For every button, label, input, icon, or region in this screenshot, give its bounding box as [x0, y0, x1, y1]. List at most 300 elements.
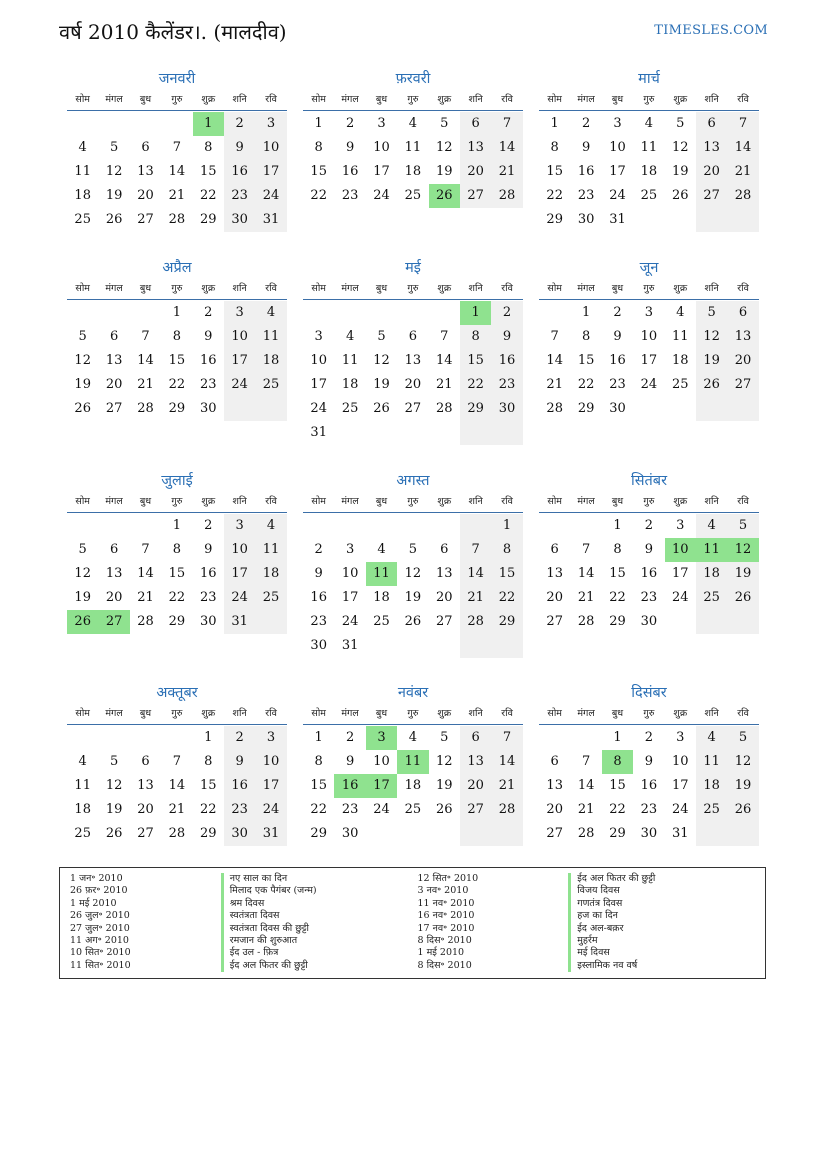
day-cell: 20	[460, 774, 491, 798]
week-row	[67, 726, 287, 750]
month-block	[303, 682, 523, 846]
day-cell: 27	[105, 401, 123, 416]
day-cell: 4	[408, 116, 417, 131]
day-cell: 10	[310, 353, 327, 368]
month-block	[303, 257, 523, 445]
day-cell: 9	[224, 750, 255, 774]
day-cell: 16	[577, 164, 595, 179]
weekday-label: सोम	[547, 94, 562, 105]
day-cell: 8	[314, 140, 323, 155]
weekday-label: रवि	[501, 283, 513, 294]
week-row	[539, 586, 759, 610]
weekday-label: बुध	[611, 496, 624, 507]
weekday-label: बुध	[611, 94, 624, 105]
empty-cell	[570, 514, 601, 538]
day-cell: 15	[546, 164, 563, 179]
day-cell: 12	[671, 140, 689, 155]
month-name: अक्तूबर	[156, 685, 198, 701]
weekday-label: सोम	[311, 283, 326, 294]
day-cell: 10	[671, 754, 689, 769]
day-cell: 23	[310, 614, 327, 629]
weekday-label: मंगल	[341, 283, 359, 294]
day-cell: 18	[74, 188, 91, 203]
week-row	[303, 726, 523, 750]
empty-cell	[255, 397, 286, 421]
weekday-label: बुध	[611, 283, 624, 294]
weekday-label: गुरु	[171, 708, 183, 719]
day-cell: 21	[546, 377, 563, 392]
weekday-label: गुरु	[643, 496, 655, 507]
legend-dates-right	[418, 873, 569, 978]
day-cell: 30	[491, 397, 522, 421]
day-cell: 14	[727, 136, 758, 160]
weekday-label: शनि	[232, 708, 247, 719]
week-row	[303, 373, 523, 397]
weekday-label: गुरु	[407, 708, 419, 719]
holiday-day-cell: 1	[460, 301, 491, 325]
day-cell: 7	[172, 754, 181, 769]
empty-cell	[429, 301, 460, 325]
weekday-label: रवि	[737, 708, 749, 719]
day-cell: 13	[137, 164, 154, 179]
week-row	[539, 184, 759, 208]
day-cell: 18	[696, 774, 727, 798]
weekday-label: मंगल	[105, 496, 123, 507]
day-cell: 8	[172, 329, 181, 344]
weekday-label: मंगल	[105, 708, 123, 719]
day-cell: 30	[224, 822, 255, 846]
month-block	[303, 470, 523, 658]
day-cell: 9	[345, 754, 355, 769]
day-cell: 24	[255, 184, 286, 208]
week-row	[303, 421, 523, 445]
weekday-label: शनि	[232, 496, 247, 507]
day-cell: 27	[460, 798, 491, 822]
day-cell: 14	[435, 353, 453, 368]
day-cell: 5	[408, 542, 417, 557]
empty-cell	[665, 397, 696, 421]
day-cell: 6	[141, 754, 150, 769]
day-cell: 9	[314, 566, 323, 581]
legend-date: 16 नव॰ 2010	[417, 910, 475, 922]
week-row	[303, 562, 523, 586]
month-name: नवंबर	[397, 685, 429, 701]
day-cell: 1	[613, 730, 622, 745]
day-cell: 14	[168, 164, 186, 179]
weekday-label: शनि	[232, 94, 247, 105]
week-row	[303, 750, 523, 774]
empty-cell	[98, 514, 129, 538]
day-cell: 1	[172, 518, 181, 533]
day-cell: 3	[255, 726, 286, 750]
week-row	[303, 798, 523, 822]
empty-cell	[460, 634, 491, 658]
month-block	[539, 682, 759, 846]
week-row	[539, 208, 759, 232]
empty-cell	[98, 726, 129, 750]
day-cell: 28	[546, 401, 563, 416]
day-cell: 14	[577, 778, 595, 793]
day-cell: 15	[491, 562, 522, 586]
day-cell: 12	[105, 778, 123, 793]
day-cell: 30	[310, 638, 327, 653]
day-cell: 1	[314, 730, 323, 745]
day-cell: 31	[310, 425, 327, 440]
legend-holiday-name: स्वतंत्रता दिवस की छुट्टी	[221, 923, 412, 935]
day-cell: 7	[550, 329, 559, 344]
day-cell: 9	[345, 140, 355, 155]
weekday-header	[67, 704, 287, 725]
weekday-label: शुक्र	[201, 283, 216, 294]
week-row	[67, 208, 287, 232]
site-link[interactable]: TIMESLES.COM	[654, 23, 768, 38]
day-cell: 29	[310, 826, 327, 841]
day-cell: 11	[671, 329, 689, 344]
day-cell: 7	[491, 112, 522, 136]
legend-holiday-name: स्वतंत्रता दिवस	[221, 910, 412, 922]
day-cell: 19	[105, 188, 123, 203]
day-cell: 3	[676, 518, 685, 533]
day-cell: 25	[255, 373, 286, 397]
empty-cell	[460, 421, 491, 445]
day-cell: 14	[137, 353, 154, 368]
day-cell: 11	[74, 778, 91, 793]
weekday-label: मंगल	[105, 283, 123, 294]
day-cell: 19	[74, 590, 91, 605]
week-row	[539, 726, 759, 750]
day-cell: 17	[671, 778, 689, 793]
holiday-day-cell: 27	[98, 610, 129, 634]
day-cell: 27	[727, 373, 758, 397]
day-cell: 18	[373, 590, 390, 605]
day-cell: 14	[168, 778, 186, 793]
day-cell: 21	[435, 377, 453, 392]
day-cell: 20	[105, 377, 123, 392]
weekday-label: मंगल	[105, 94, 123, 105]
week-row	[539, 538, 759, 562]
day-cell: 29	[577, 401, 595, 416]
month-block	[539, 470, 759, 634]
day-cell: 28	[577, 614, 595, 629]
day-cell: 16	[199, 566, 217, 581]
weekday-label: बुध	[375, 496, 388, 507]
legend-holiday-name: मई दिवस	[568, 947, 759, 959]
weekday-label: शनि	[468, 94, 483, 105]
week-row	[67, 325, 287, 349]
day-cell: 27	[546, 614, 563, 629]
day-cell: 26	[373, 401, 390, 416]
day-cell: 7	[460, 538, 491, 562]
day-cell: 1	[581, 305, 591, 320]
week-row	[303, 136, 523, 160]
day-cell: 18	[74, 802, 91, 817]
weekday-label: रवि	[265, 94, 277, 105]
week-row	[67, 586, 287, 610]
day-cell: 27	[460, 184, 491, 208]
week-row	[539, 112, 759, 136]
day-cell: 9	[204, 542, 213, 557]
day-cell: 3	[224, 514, 255, 538]
day-cell: 5	[727, 514, 758, 538]
day-cell: 24	[255, 798, 286, 822]
day-cell: 9	[204, 329, 213, 344]
day-cell: 13	[727, 325, 758, 349]
empty-cell	[429, 514, 460, 538]
week-row	[67, 774, 287, 798]
day-cell: 17	[224, 562, 255, 586]
day-cell: 7	[440, 329, 449, 344]
day-cell: 10	[609, 140, 626, 155]
day-cell: 12	[404, 566, 422, 581]
day-cell: 20	[137, 188, 154, 203]
day-cell: 4	[644, 116, 653, 131]
legend-holiday-name: हज का दिन	[568, 910, 759, 922]
empty-cell	[130, 112, 161, 136]
day-cell: 4	[408, 730, 417, 745]
empty-cell	[366, 514, 397, 538]
weekday-label: गुरु	[407, 496, 419, 507]
week-row	[539, 349, 759, 373]
day-cell: 10	[640, 329, 658, 344]
day-cell: 19	[696, 349, 727, 373]
day-cell: 5	[440, 116, 449, 131]
day-cell: 6	[460, 112, 491, 136]
week-row	[539, 822, 759, 846]
day-cell: 25	[696, 586, 727, 610]
day-cell: 8	[613, 542, 622, 557]
day-cell: 18	[404, 778, 422, 793]
holiday-day-cell: 26	[67, 610, 98, 634]
legend-date: 11 अग॰ 2010	[70, 934, 129, 946]
day-cell: 31	[341, 638, 359, 653]
day-cell: 26	[671, 188, 689, 203]
weekday-header	[67, 279, 287, 300]
day-cell: 16	[199, 353, 217, 368]
day-cell: 20	[435, 590, 453, 605]
week-row	[539, 373, 759, 397]
day-cell: 11	[74, 164, 91, 179]
day-cell: 28	[137, 614, 154, 629]
day-cell: 15	[577, 353, 595, 368]
weekday-label: गुरु	[171, 283, 183, 294]
empty-cell	[130, 301, 161, 325]
day-cell: 12	[727, 750, 758, 774]
week-row	[67, 112, 287, 136]
empty-cell	[696, 397, 727, 421]
day-cell: 6	[550, 754, 559, 769]
legend-holiday-name: मिलाद एक पैगंबर (जन्म)	[221, 885, 412, 897]
month-name: मार्च	[638, 71, 660, 87]
day-cell: 21	[727, 160, 758, 184]
weekday-label: रवि	[501, 496, 513, 507]
day-cell: 3	[676, 730, 685, 745]
day-cell: 19	[727, 774, 758, 798]
weekday-label: बुध	[139, 283, 152, 294]
day-cell: 22	[199, 802, 217, 817]
week-row	[539, 798, 759, 822]
legend-holiday-name: रमजान की शुरुआत	[221, 935, 412, 947]
day-cell: 24	[671, 802, 689, 817]
day-cell: 25	[74, 212, 91, 227]
day-cell: 21	[137, 590, 154, 605]
day-cell: 21	[577, 590, 595, 605]
day-cell: 29	[491, 610, 522, 634]
empty-cell	[460, 514, 491, 538]
day-cell: 13	[435, 566, 453, 581]
day-cell: 1	[491, 514, 522, 538]
weekday-label: शुक्र	[673, 496, 688, 507]
day-cell: 19	[727, 562, 758, 586]
legend-holiday-name: गणतंत्र दिवस	[568, 898, 759, 910]
week-row	[539, 774, 759, 798]
weekday-label: बुध	[139, 708, 152, 719]
day-cell: 2	[491, 301, 522, 325]
day-cell: 8	[172, 542, 181, 557]
day-cell: 5	[377, 329, 386, 344]
month-name: अप्रैल	[162, 260, 192, 276]
day-cell: 31	[224, 610, 255, 634]
day-cell: 4	[696, 726, 727, 750]
day-cell: 25	[341, 401, 359, 416]
week-row	[67, 301, 287, 325]
week-row	[539, 750, 759, 774]
week-row	[303, 325, 523, 349]
day-cell: 29	[546, 212, 563, 227]
holiday-day-cell: 3	[366, 726, 397, 750]
day-cell: 7	[491, 726, 522, 750]
day-cell: 30	[224, 208, 255, 232]
weekday-label: मंगल	[577, 496, 595, 507]
day-cell: 2	[224, 112, 255, 136]
day-cell: 13	[105, 566, 123, 581]
weekday-label: रवि	[265, 708, 277, 719]
day-cell: 11	[255, 538, 286, 562]
empty-cell	[570, 726, 601, 750]
weekday-header	[303, 279, 523, 300]
day-cell: 21	[577, 802, 595, 817]
day-cell: 25	[404, 802, 422, 817]
day-cell: 15	[168, 566, 186, 581]
weekday-label: शुक्र	[437, 94, 452, 105]
legend-holiday-name: ईद उल - फ़ित्र	[221, 947, 412, 959]
day-cell: 17	[640, 353, 658, 368]
day-cell: 20	[727, 349, 758, 373]
day-cell: 28	[460, 610, 491, 634]
empty-cell	[696, 822, 727, 846]
empty-cell	[67, 112, 98, 136]
day-cell: 11	[255, 325, 286, 349]
weekday-header	[303, 492, 523, 513]
holiday-day-cell: 8	[602, 750, 633, 774]
day-cell: 19	[671, 164, 689, 179]
day-cell: 27	[696, 184, 727, 208]
empty-cell	[727, 822, 758, 846]
holiday-day-cell: 11	[366, 562, 397, 586]
weekday-label: बुध	[375, 708, 388, 719]
holiday-legend	[59, 867, 766, 979]
empty-cell	[334, 301, 365, 325]
legend-date: 8 दिस॰ 2010	[417, 934, 472, 946]
empty-cell	[366, 421, 397, 445]
day-cell: 23	[224, 798, 255, 822]
empty-cell	[633, 397, 664, 421]
weekday-label: सोम	[75, 496, 90, 507]
empty-cell	[67, 301, 98, 325]
weekday-label: रवि	[265, 283, 277, 294]
day-cell: 16	[341, 164, 359, 179]
holiday-day-cell: 10	[665, 538, 696, 562]
day-cell: 4	[78, 754, 87, 769]
day-cell: 31	[255, 822, 286, 846]
day-cell: 17	[310, 377, 327, 392]
weekday-header	[67, 492, 287, 513]
day-cell: 13	[546, 778, 563, 793]
empty-cell	[397, 514, 428, 538]
day-cell: 28	[168, 212, 186, 227]
day-cell: 15	[168, 353, 186, 368]
day-cell: 5	[109, 140, 119, 155]
weekday-label: बुध	[139, 496, 152, 507]
empty-cell	[161, 112, 192, 136]
day-cell: 22	[460, 373, 491, 397]
day-cell: 21	[137, 377, 154, 392]
page-title: वर्ष 2010 कैलेंडर।. (मालदीव)	[59, 20, 287, 44]
empty-cell	[67, 726, 98, 750]
day-cell: 2	[204, 305, 213, 320]
legend-holiday-name: ईद अल फितर की छुट्टी	[568, 873, 759, 885]
weekday-label: शनि	[704, 708, 719, 719]
empty-cell	[334, 514, 365, 538]
day-cell: 16	[224, 774, 255, 798]
day-cell: 14	[546, 353, 563, 368]
day-cell: 29	[609, 826, 626, 841]
weekday-label: शुक्र	[673, 708, 688, 719]
day-cell: 15	[609, 566, 626, 581]
weekday-label: शुक्र	[201, 496, 216, 507]
weekday-label: बुध	[139, 94, 152, 105]
day-cell: 9	[581, 140, 591, 155]
week-row	[539, 610, 759, 634]
day-cell: 4	[676, 305, 685, 320]
legend-date: 11 सित॰ 2010	[70, 959, 131, 971]
month-name: अगस्त	[396, 473, 430, 489]
week-row	[67, 184, 287, 208]
day-cell: 18	[341, 377, 359, 392]
day-cell: 18	[404, 164, 422, 179]
weekday-label: शुक्र	[437, 708, 452, 719]
day-cell: 23	[341, 188, 359, 203]
weekday-label: मंगल	[577, 94, 595, 105]
day-cell: 20	[546, 802, 563, 817]
day-cell: 22	[199, 188, 217, 203]
day-cell: 13	[105, 353, 123, 368]
week-row	[67, 397, 287, 421]
legend-holiday-name: ईद अल-बक़र	[568, 923, 759, 935]
month-block	[67, 682, 287, 846]
empty-cell	[539, 514, 570, 538]
day-cell: 30	[609, 401, 626, 416]
day-cell: 25	[696, 798, 727, 822]
day-cell: 23	[491, 373, 522, 397]
week-row	[539, 301, 759, 325]
weekday-label: गुरु	[643, 283, 655, 294]
empty-cell	[727, 610, 758, 634]
weekday-label: शनि	[468, 708, 483, 719]
day-cell: 25	[74, 826, 91, 841]
weekday-label: शुक्र	[201, 94, 216, 105]
day-cell: 24	[671, 590, 689, 605]
weekday-label: सोम	[547, 283, 562, 294]
